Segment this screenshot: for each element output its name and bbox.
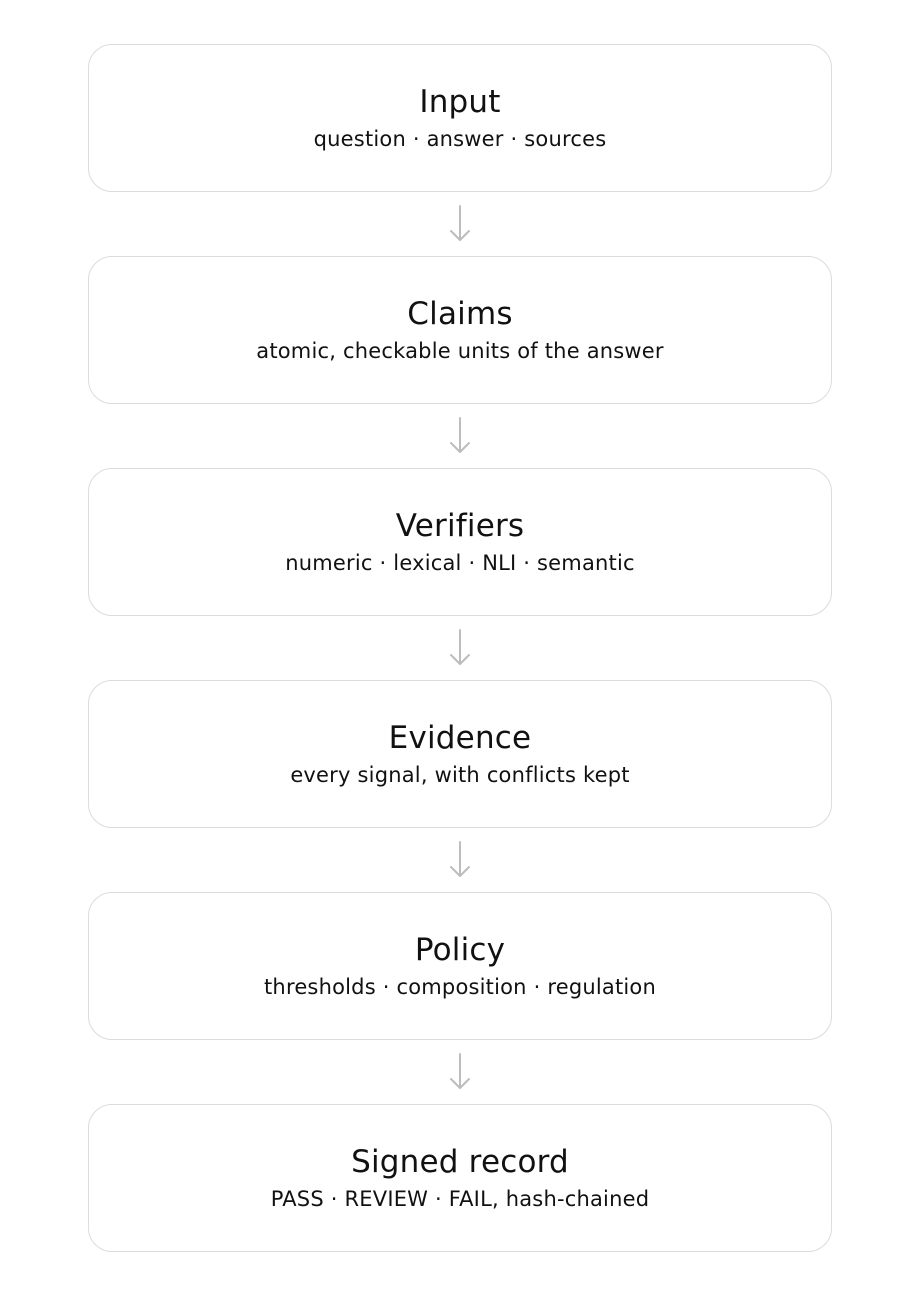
stage-title: Policy (414, 932, 506, 968)
pipeline-flow (88, 44, 832, 1252)
stage-input (88, 44, 832, 192)
stage-title: Verifiers (395, 508, 525, 544)
stage-claims (88, 256, 832, 404)
stage-title: Input (419, 84, 501, 120)
stage-title: Claims (407, 296, 513, 332)
stage-policy (88, 892, 832, 1040)
arrow-down-icon (88, 404, 832, 468)
arrow-down-icon (88, 192, 832, 256)
stage-subtitle: PASS · REVIEW · FAIL, hash-chained (270, 1187, 650, 1211)
stage-subtitle: atomic, checkable units of the answer (256, 339, 664, 363)
stage-subtitle: thresholds · composition · regulation (264, 975, 656, 999)
stage-subtitle: numeric · lexical · NLI · semantic (285, 551, 635, 575)
stage-title: Evidence (388, 720, 532, 756)
stage-verifiers (88, 468, 832, 616)
stage-signed-record (88, 1104, 832, 1252)
arrow-down-icon (88, 828, 832, 892)
stage-title: Signed record (351, 1144, 569, 1180)
arrow-down-icon (88, 616, 832, 680)
stage-subtitle: question · answer · sources (313, 127, 607, 151)
stage-subtitle: every signal, with conflicts kept (290, 763, 630, 787)
arrow-down-icon (88, 1040, 832, 1104)
stage-evidence (88, 680, 832, 828)
